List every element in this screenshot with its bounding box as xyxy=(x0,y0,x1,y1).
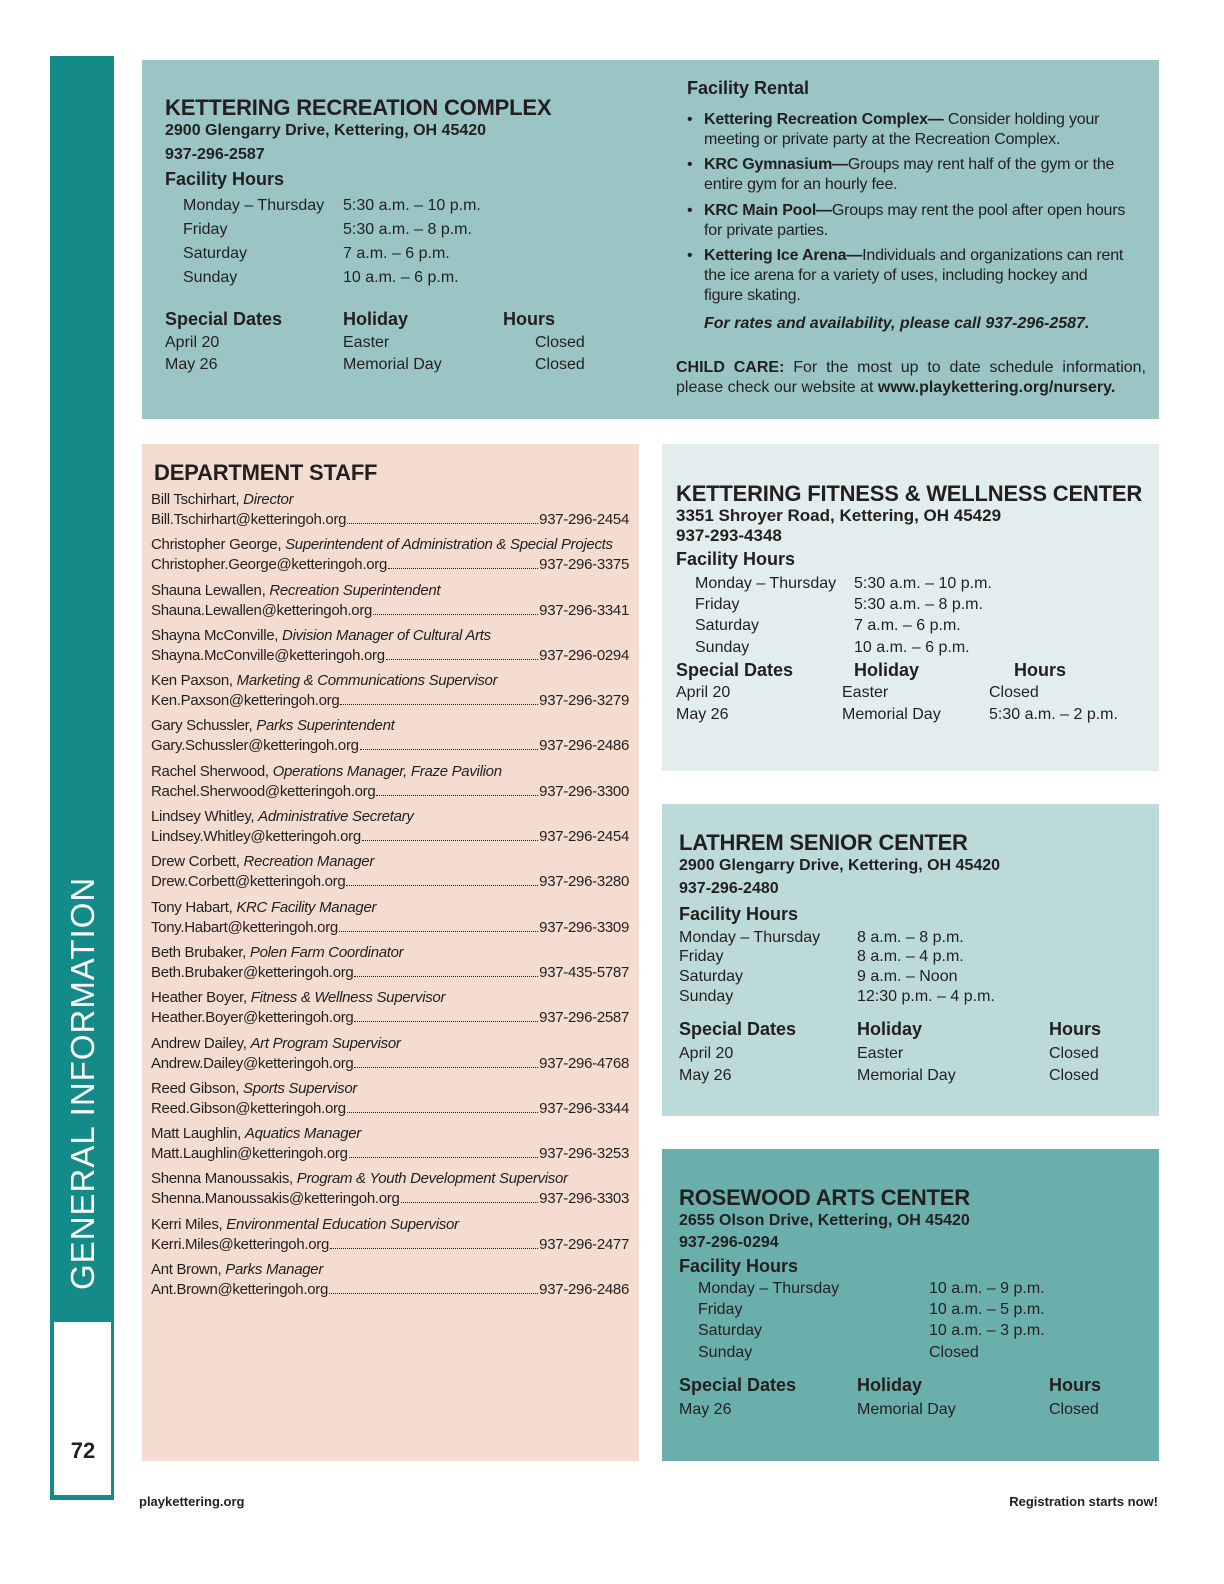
rosewood-address: 2655 Olson Drive, Kettering, OH 45420 xyxy=(679,1212,970,1229)
rosewood-hours-time: Closed xyxy=(929,1344,979,1361)
staff-phone: 937-296-3253 xyxy=(539,1145,629,1163)
staff-email[interactable]: Ant.Brown@ketteringoh.org xyxy=(151,1281,328,1299)
krc-special-hours: Closed xyxy=(535,334,585,351)
rental-item xyxy=(687,201,1127,241)
leader-dots xyxy=(401,1202,539,1203)
leader-dots xyxy=(349,1157,539,1158)
staff-entry xyxy=(151,1169,629,1214)
staff-title: Art Program Supervisor xyxy=(250,1034,401,1052)
staff-name: Heather Boyer, xyxy=(151,989,251,1007)
fitness-hours-time: 5:30 a.m. – 10 p.m. xyxy=(854,575,992,592)
staff-phone: 937-296-2587 xyxy=(539,1009,629,1027)
staff-title: Administrative Secretary xyxy=(258,808,414,826)
leader-dots xyxy=(354,1021,538,1022)
staff-title: Polen Farm Coordinator xyxy=(249,943,404,961)
staff-title: Parks Superintendent xyxy=(256,717,395,735)
senior-hours-day: Monday – Thursday xyxy=(679,929,821,946)
rosewood-hours-day: Saturday xyxy=(698,1322,763,1339)
krc-hours-time: 7 a.m. – 6 p.m. xyxy=(343,245,450,262)
staff-title: Recreation Manager xyxy=(243,853,375,871)
staff-title: Program & Youth Development Supervisor xyxy=(296,1170,568,1188)
staff-phone: 937-296-4768 xyxy=(539,1054,629,1072)
leader-dots xyxy=(347,523,538,524)
fitness-hours-time: 10 a.m. – 6 p.m. xyxy=(854,639,970,656)
leader-dots xyxy=(329,1293,538,1294)
krc-hours-heading: Facility Hours xyxy=(165,169,285,189)
krc-special-date: May 26 xyxy=(165,356,218,373)
staff-email[interactable]: Kerri.Miles@ketteringoh.org xyxy=(151,1235,330,1253)
footer-registration: Registration starts now! xyxy=(1009,1494,1158,1509)
krc-special-hours: Closed xyxy=(535,356,585,373)
staff-heading: DEPARTMENT STAFF xyxy=(154,460,378,485)
rosewood-special-holiday: Memorial Day xyxy=(857,1401,956,1418)
senior-special-holiday: Easter xyxy=(857,1045,904,1062)
staff-entry xyxy=(151,1124,629,1169)
rosewood-hours-day: Friday xyxy=(698,1301,743,1318)
rental-item-name: Kettering Ice Arena— xyxy=(704,247,863,264)
krc-special-holiday: Memorial Day xyxy=(343,356,442,373)
krc-hours-day: Friday xyxy=(183,221,228,238)
staff-name: Drew Corbett, xyxy=(151,853,244,871)
staff-email[interactable]: Shauna.Lewallen@ketteringoh.org xyxy=(151,601,373,619)
fitness-hours-day: Friday xyxy=(695,596,740,613)
staff-phone: 937-296-2477 xyxy=(539,1235,629,1253)
fitness-special-dates-header: Special Dates xyxy=(676,660,794,680)
staff-phone: 937-296-2454 xyxy=(539,511,629,528)
staff-email[interactable]: Shayna.McConville@ketteringoh.org xyxy=(151,646,385,664)
fitness-hours-time: 5:30 a.m. – 8 p.m. xyxy=(854,596,983,613)
rosewood-hours-day: Monday – Thursday xyxy=(698,1280,840,1297)
krc-hours-time: 10 a.m. – 6 p.m. xyxy=(343,269,459,286)
rosewood-hours-time: 10 a.m. – 3 p.m. xyxy=(929,1322,1045,1339)
staff-name: Beth Brubaker, xyxy=(151,943,250,961)
staff-phone: 937-296-3344 xyxy=(539,1099,629,1117)
staff-email[interactable]: Tony.Habart@ketteringoh.org xyxy=(151,918,338,936)
fitness-special-hours: Closed xyxy=(989,684,1039,701)
staff-title: KRC Facility Manager xyxy=(236,898,377,916)
fitness-address: 3351 Shroyer Road, Kettering, OH 45429 xyxy=(676,506,1002,525)
staff-entry xyxy=(151,1260,629,1305)
staff-phone: 937-296-0294 xyxy=(539,646,629,664)
staff-email[interactable]: Gary.Schussler@ketteringoh.org xyxy=(151,737,359,755)
fitness-special-holiday: Easter xyxy=(842,684,889,701)
staff-email[interactable]: Reed.Gibson@ketteringoh.org xyxy=(151,1099,346,1117)
rosewood-hours-heading: Facility Hours xyxy=(679,1256,799,1276)
leader-dots xyxy=(346,885,538,886)
child-care-label: CHILD CARE: xyxy=(676,359,785,376)
staff-email[interactable]: Beth.Brubaker@ketteringoh.org xyxy=(151,963,354,981)
staff-entry xyxy=(151,626,629,671)
staff-phone: 937-296-3375 xyxy=(539,556,629,574)
senior-hours-time: 9 a.m. – Noon xyxy=(857,968,958,985)
rosewood-hours-time: 10 a.m. – 5 p.m. xyxy=(929,1301,1045,1318)
staff-entry xyxy=(151,716,629,761)
rosewood-hours-time: 10 a.m. – 9 p.m. xyxy=(929,1280,1045,1297)
staff-phone: 937-296-3309 xyxy=(539,918,629,936)
staff-entry xyxy=(151,852,629,897)
leader-dots xyxy=(339,931,538,932)
staff-entry xyxy=(151,1215,629,1260)
staff-phone: 937-296-2454 xyxy=(539,828,629,846)
leader-dots xyxy=(376,795,538,796)
rosewood-hours-day: Sunday xyxy=(698,1344,753,1361)
staff-name: Bill Tschirhart, xyxy=(151,491,244,508)
child-care-text: For the most up to date schedule information, please check our website at xyxy=(676,359,1146,396)
fitness-hours-day: Monday – Thursday xyxy=(695,575,837,592)
rosewood-special-dates-header: Special Dates xyxy=(679,1375,797,1395)
leader-dots xyxy=(354,976,538,977)
senior-hours-day: Saturday xyxy=(679,968,744,985)
krc-phone: 937-296-2587 xyxy=(165,146,265,163)
staff-name: Ken Paxson, xyxy=(151,672,237,690)
staff-entry xyxy=(151,898,629,943)
rosewood-special-date: May 26 xyxy=(679,1401,732,1418)
child-care-link[interactable]: www.playkettering.org/nursery. xyxy=(877,379,1116,396)
senior-hours-heading: Facility Hours xyxy=(679,904,799,924)
staff-title: Fitness & Wellness Supervisor xyxy=(250,989,446,1007)
staff-email[interactable]: Matt.Laughlin@ketteringoh.org xyxy=(151,1145,348,1163)
rental-item-text: Groups may rent half of the gym or the entire gym for an hourly fee. xyxy=(704,156,1115,193)
staff-name: Tony Habart, xyxy=(151,898,237,916)
staff-entry xyxy=(151,1079,629,1124)
rental-item-text: Individuals and organizations can rent the ice arena for a variety of uses, including hockey and figure skating. xyxy=(704,247,1124,304)
staff-entry xyxy=(151,807,629,852)
senior-hours-day: Sunday xyxy=(679,988,734,1005)
krc-title: KETTERING RECREATION COMPLEX xyxy=(165,95,552,120)
staff-entry xyxy=(151,581,629,626)
senior-holiday-header: Holiday xyxy=(857,1019,923,1039)
staff-name: Andrew Dailey, xyxy=(151,1034,251,1052)
rental-item xyxy=(687,155,1127,195)
staff-phone: 937-296-3279 xyxy=(539,692,629,710)
staff-title: Marketing & Communications Supervisor xyxy=(236,672,498,690)
staff-name: Shayna McConville, xyxy=(151,626,283,644)
staff-phone: 937-296-2486 xyxy=(539,1281,629,1299)
rental-item xyxy=(687,246,1127,306)
krc-special-holiday: Easter xyxy=(343,334,390,351)
section-label: GENERAL INFORMATION xyxy=(64,876,101,1290)
staff-entry xyxy=(151,535,629,580)
fitness-special-hours-header: Hours xyxy=(1014,660,1067,680)
staff-name: Shauna Lewallen, xyxy=(151,581,270,599)
leader-dots xyxy=(388,568,538,569)
staff-title: Sports Supervisor xyxy=(243,1079,358,1097)
rental-heading: Facility Rental xyxy=(687,78,810,98)
staff-email[interactable]: Shenna.Manoussakis@ketteringoh.org xyxy=(151,1190,400,1208)
rosewood-special-hours-header: Hours xyxy=(1049,1375,1102,1395)
staff-name: Lindsey Whitley, xyxy=(151,808,259,826)
fitness-special-date: April 20 xyxy=(676,684,731,701)
fitness-hours-time: 7 a.m. – 6 p.m. xyxy=(854,617,961,634)
senior-special-hours-header: Hours xyxy=(1049,1019,1102,1039)
rosewood-phone: 937-296-0294 xyxy=(679,1234,779,1251)
senior-special-hours: Closed xyxy=(1049,1067,1099,1084)
staff-title: Parks Manager xyxy=(225,1261,324,1279)
staff-title: Superintendent of Administration & Special Projects xyxy=(285,536,613,554)
fitness-special-date: May 26 xyxy=(676,706,729,723)
staff-title: Operations Manager, Fraze Pavilion xyxy=(272,762,502,780)
senior-special-dates-header: Special Dates xyxy=(679,1019,797,1039)
staff-title: Director xyxy=(243,491,294,508)
staff-entry xyxy=(151,671,629,716)
staff-phone: 937-296-3300 xyxy=(539,782,629,800)
leader-dots xyxy=(386,659,538,660)
rental-item-name: KRC Gymnasium— xyxy=(704,156,848,173)
fitness-hours-day: Saturday xyxy=(695,617,760,634)
child-care-note xyxy=(676,358,1146,398)
rental-item-name: Kettering Recreation Complex— xyxy=(704,111,944,128)
staff-name: Shenna Manoussakis, xyxy=(151,1170,297,1188)
staff-phone: 937-435-5787 xyxy=(539,963,629,981)
leader-dots xyxy=(354,1067,538,1068)
krc-hours-day: Saturday xyxy=(183,245,248,262)
krc-special-dates-header: Special Dates xyxy=(165,309,283,329)
rosewood-title: ROSEWOOD ARTS CENTER xyxy=(679,1185,970,1210)
leader-dots xyxy=(362,840,538,841)
staff-email[interactable]: Heather.Boyer@ketteringoh.org xyxy=(151,1009,354,1027)
krc-hours-time: 5:30 a.m. – 8 p.m. xyxy=(343,221,472,238)
staff-email[interactable]: Christopher.George@ketteringoh.org xyxy=(151,556,387,574)
rental-rates-note: For rates and availability, please call 937-296-2587. xyxy=(704,315,1090,332)
staff-phone: 937-296-3341 xyxy=(539,601,629,619)
staff-title: Recreation Superintendent xyxy=(269,581,441,599)
page-number-box xyxy=(54,1322,111,1495)
senior-hours-time: 8 a.m. – 8 p.m. xyxy=(857,929,964,946)
rental-item-text: Consider holding your meeting or private party at the Recreation Complex. xyxy=(704,111,1100,148)
staff-email[interactable]: Bill.Tschirhart@ketteringoh.org xyxy=(151,511,347,528)
krc-hours-day: Sunday xyxy=(183,269,238,286)
rental-item xyxy=(687,110,1127,150)
fitness-special-hours: 5:30 a.m. – 2 p.m. xyxy=(989,706,1118,723)
senior-hours-day: Friday xyxy=(679,948,724,965)
staff-title: Division Manager of Cultural Arts xyxy=(282,626,491,644)
leader-dots xyxy=(330,1248,538,1249)
krc-hours-day: Monday – Thursday xyxy=(183,197,325,214)
senior-phone: 937-296-2480 xyxy=(679,880,779,897)
staff-name: Kerri Miles, xyxy=(151,1215,227,1233)
leader-dots xyxy=(360,749,538,750)
senior-special-date: May 26 xyxy=(679,1067,732,1084)
fitness-hours-heading: Facility Hours xyxy=(676,549,796,569)
footer-website[interactable]: playkettering.org xyxy=(139,1494,245,1509)
staff-title: Aquatics Manager xyxy=(244,1125,362,1143)
staff-email[interactable]: Drew.Corbett@ketteringoh.org xyxy=(151,873,346,891)
staff-phone: 937-296-3303 xyxy=(539,1190,629,1208)
fitness-title: KETTERING FITNESS & WELLNESS CENTER xyxy=(676,481,1143,506)
senior-special-hours: Closed xyxy=(1049,1045,1099,1062)
page-number: 72 xyxy=(70,1438,96,1463)
rosewood-special-hours: Closed xyxy=(1049,1401,1099,1418)
staff-name: Reed Gibson, xyxy=(151,1079,243,1097)
staff-title: Environmental Education Supervisor xyxy=(226,1215,459,1233)
senior-address: 2900 Glengarry Drive, Kettering, OH 45420 xyxy=(679,857,1001,874)
staff-list xyxy=(151,490,629,1305)
staff-name: Ant Brown, xyxy=(151,1261,226,1279)
fitness-phone: 937-293-4348 xyxy=(676,526,782,545)
rental-item-text: Groups may rent the pool after open hours for private parties. xyxy=(704,202,1126,239)
staff-name: Christopher George, xyxy=(151,536,286,554)
krc-special-date: April 20 xyxy=(165,334,220,351)
senior-special-date: April 20 xyxy=(679,1045,734,1062)
krc-holiday-header: Holiday xyxy=(343,309,409,329)
krc-address: 2900 Glengarry Drive, Kettering, OH 45420 xyxy=(165,122,487,139)
staff-entry xyxy=(151,1034,629,1079)
senior-special-holiday: Memorial Day xyxy=(857,1067,956,1084)
staff-entry xyxy=(151,943,629,988)
staff-entry xyxy=(151,988,629,1033)
staff-phone: 937-296-3280 xyxy=(539,873,629,891)
senior-hours-time: 12:30 p.m. – 4 p.m. xyxy=(857,988,995,1005)
rental-item-name: KRC Main Pool— xyxy=(704,202,832,219)
fitness-hours-day: Sunday xyxy=(695,639,750,656)
krc-special-hours-header: Hours xyxy=(503,309,556,329)
staff-email[interactable]: Andrew.Dailey@ketteringoh.org xyxy=(151,1054,354,1072)
staff-name: Gary Schussler, xyxy=(151,717,257,735)
leader-dots xyxy=(347,1112,538,1113)
fitness-holiday-header: Holiday xyxy=(854,660,920,680)
staff-email[interactable]: Rachel.Sherwood@ketteringoh.org xyxy=(151,782,376,800)
senior-hours-time: 8 a.m. – 4 p.m. xyxy=(857,948,964,965)
leader-dots xyxy=(373,614,538,615)
staff-name: Rachel Sherwood, xyxy=(151,762,273,780)
staff-name: Matt Laughlin, xyxy=(151,1125,245,1143)
staff-entry xyxy=(151,762,629,807)
staff-email[interactable]: Ken.Paxson@ketteringoh.org xyxy=(151,692,340,710)
staff-entry xyxy=(151,490,629,535)
staff-email[interactable]: Lindsey.Whitley@ketteringoh.org xyxy=(151,828,361,846)
rosewood-holiday-header: Holiday xyxy=(857,1375,923,1395)
krc-hours-time: 5:30 a.m. – 10 p.m. xyxy=(343,197,481,214)
fitness-special-holiday: Memorial Day xyxy=(842,706,941,723)
staff-phone: 937-296-2486 xyxy=(539,737,629,755)
leader-dots xyxy=(340,704,538,705)
senior-title: LATHREM SENIOR CENTER xyxy=(679,830,968,855)
